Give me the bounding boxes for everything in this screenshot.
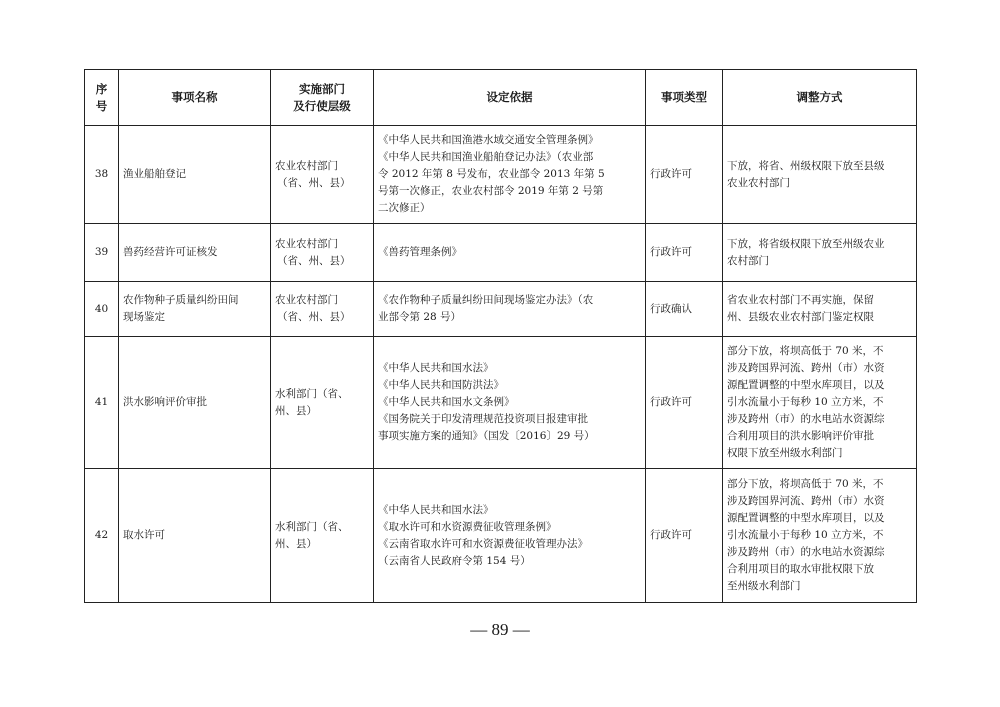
legal-basis-cell: 《中华人民共和国水法》 《中华人民共和国防洪法》 《中华人民共和国水文条例》 《国务院关于印发清理规范投资项目报建审批 事项实施方案的通知》（国发〔2016〕29 号） <box>374 337 646 469</box>
item-name-cell: 洪水影响评价审批 <box>119 337 271 469</box>
department-cell: 水利部门（省、 州、县） <box>271 469 374 603</box>
item-name-cell: 取水许可 <box>119 469 271 603</box>
adjustment-cell: 省农业农村部门不再实施，保留 州、县级农业农村部门鉴定权限 <box>723 282 917 337</box>
item-name-cell: 兽药经营许可证核发 <box>119 224 271 282</box>
adjustment-cell: 部分下放，将坝高低于 70 米，不 涉及跨国界河流、跨州（市）水资 源配置调整的中型水库项目，以及 引水流量小于每秒 10 立方米，不 涉及跨州（市）的水电站水资源综 合利用项目的取水审批权限下放 至州级水利部门 <box>723 469 917 603</box>
row-number: 38 <box>85 126 119 224</box>
item-type-cell: 行政许可 <box>646 469 723 603</box>
header-department: 实施部门 及行使层级 <box>271 70 374 126</box>
header-item-name: 事项名称 <box>119 70 271 126</box>
table-row <box>85 469 917 603</box>
table-row <box>85 224 917 282</box>
legal-basis-cell: 《农作物种子质量纠纷田间现场鉴定办法》（农 业部令第 28 号） <box>374 282 646 337</box>
page-number: — 89 — <box>470 620 530 639</box>
item-type-cell: 行政许可 <box>646 337 723 469</box>
item-type-cell: 行政确认 <box>646 282 723 337</box>
legal-basis-cell: 《中华人民共和国渔港水域交通安全管理条例》 《中华人民共和国渔业船舶登记办法》（农业部 令 2012 年第 8 号发布，农业部令 2013 年第 5 号第一次修正，农业农村部令 2019 年第 2 号第 二次修正） <box>374 126 646 224</box>
department-cell: 水利部门（省、 州、县） <box>271 337 374 469</box>
adjustment-cell: 下放，将省级权限下放至州级农业 农村部门 <box>723 224 917 282</box>
adjustment-cell: 下放，将省、州级权限下放至县级 农业农村部门 <box>723 126 917 224</box>
adjustment-cell: 部分下放，将坝高低于 70 米，不 涉及跨国界河流、跨州（市）水资 源配置调整的中型水库项目，以及 引水流量小于每秒 10 立方米，不 涉及跨州（市）的水电站水资源综 合利用项目的洪水影响评价审批 权限下放至州级水利部门 <box>723 337 917 469</box>
department-cell: 农业农村部门 （省、州、县） <box>271 224 374 282</box>
table-row <box>85 282 917 337</box>
table-header-row <box>85 70 917 126</box>
row-number: 39 <box>85 224 119 282</box>
item-type-cell: 行政许可 <box>646 224 723 282</box>
header-adjustment: 调整方式 <box>723 70 917 126</box>
department-cell: 农业农村部门 （省、州、县） <box>271 282 374 337</box>
department-cell: 农业农村部门 （省、州、县） <box>271 126 374 224</box>
row-number: 41 <box>85 337 119 469</box>
row-number: 42 <box>85 469 119 603</box>
item-type-cell: 行政许可 <box>646 126 723 224</box>
item-name-cell: 农作物种子质量纠纷田间 现场鉴定 <box>119 282 271 337</box>
item-name-cell: 渔业船舶登记 <box>119 126 271 224</box>
header-serial-number: 序 号 <box>85 70 119 126</box>
header-legal-basis: 设定依据 <box>374 70 646 126</box>
legal-basis-cell: 《兽药管理条例》 <box>374 224 646 282</box>
header-item-type: 事项类型 <box>646 70 723 126</box>
row-number: 40 <box>85 282 119 337</box>
legal-basis-cell: 《中华人民共和国水法》 《取水许可和水资源费征收管理条例》 《云南省取水许可和水资源费征收管理办法》 （云南省人民政府令第 154 号） <box>374 469 646 603</box>
table-row <box>85 126 917 224</box>
table-row <box>85 337 917 469</box>
items-table <box>84 69 917 603</box>
